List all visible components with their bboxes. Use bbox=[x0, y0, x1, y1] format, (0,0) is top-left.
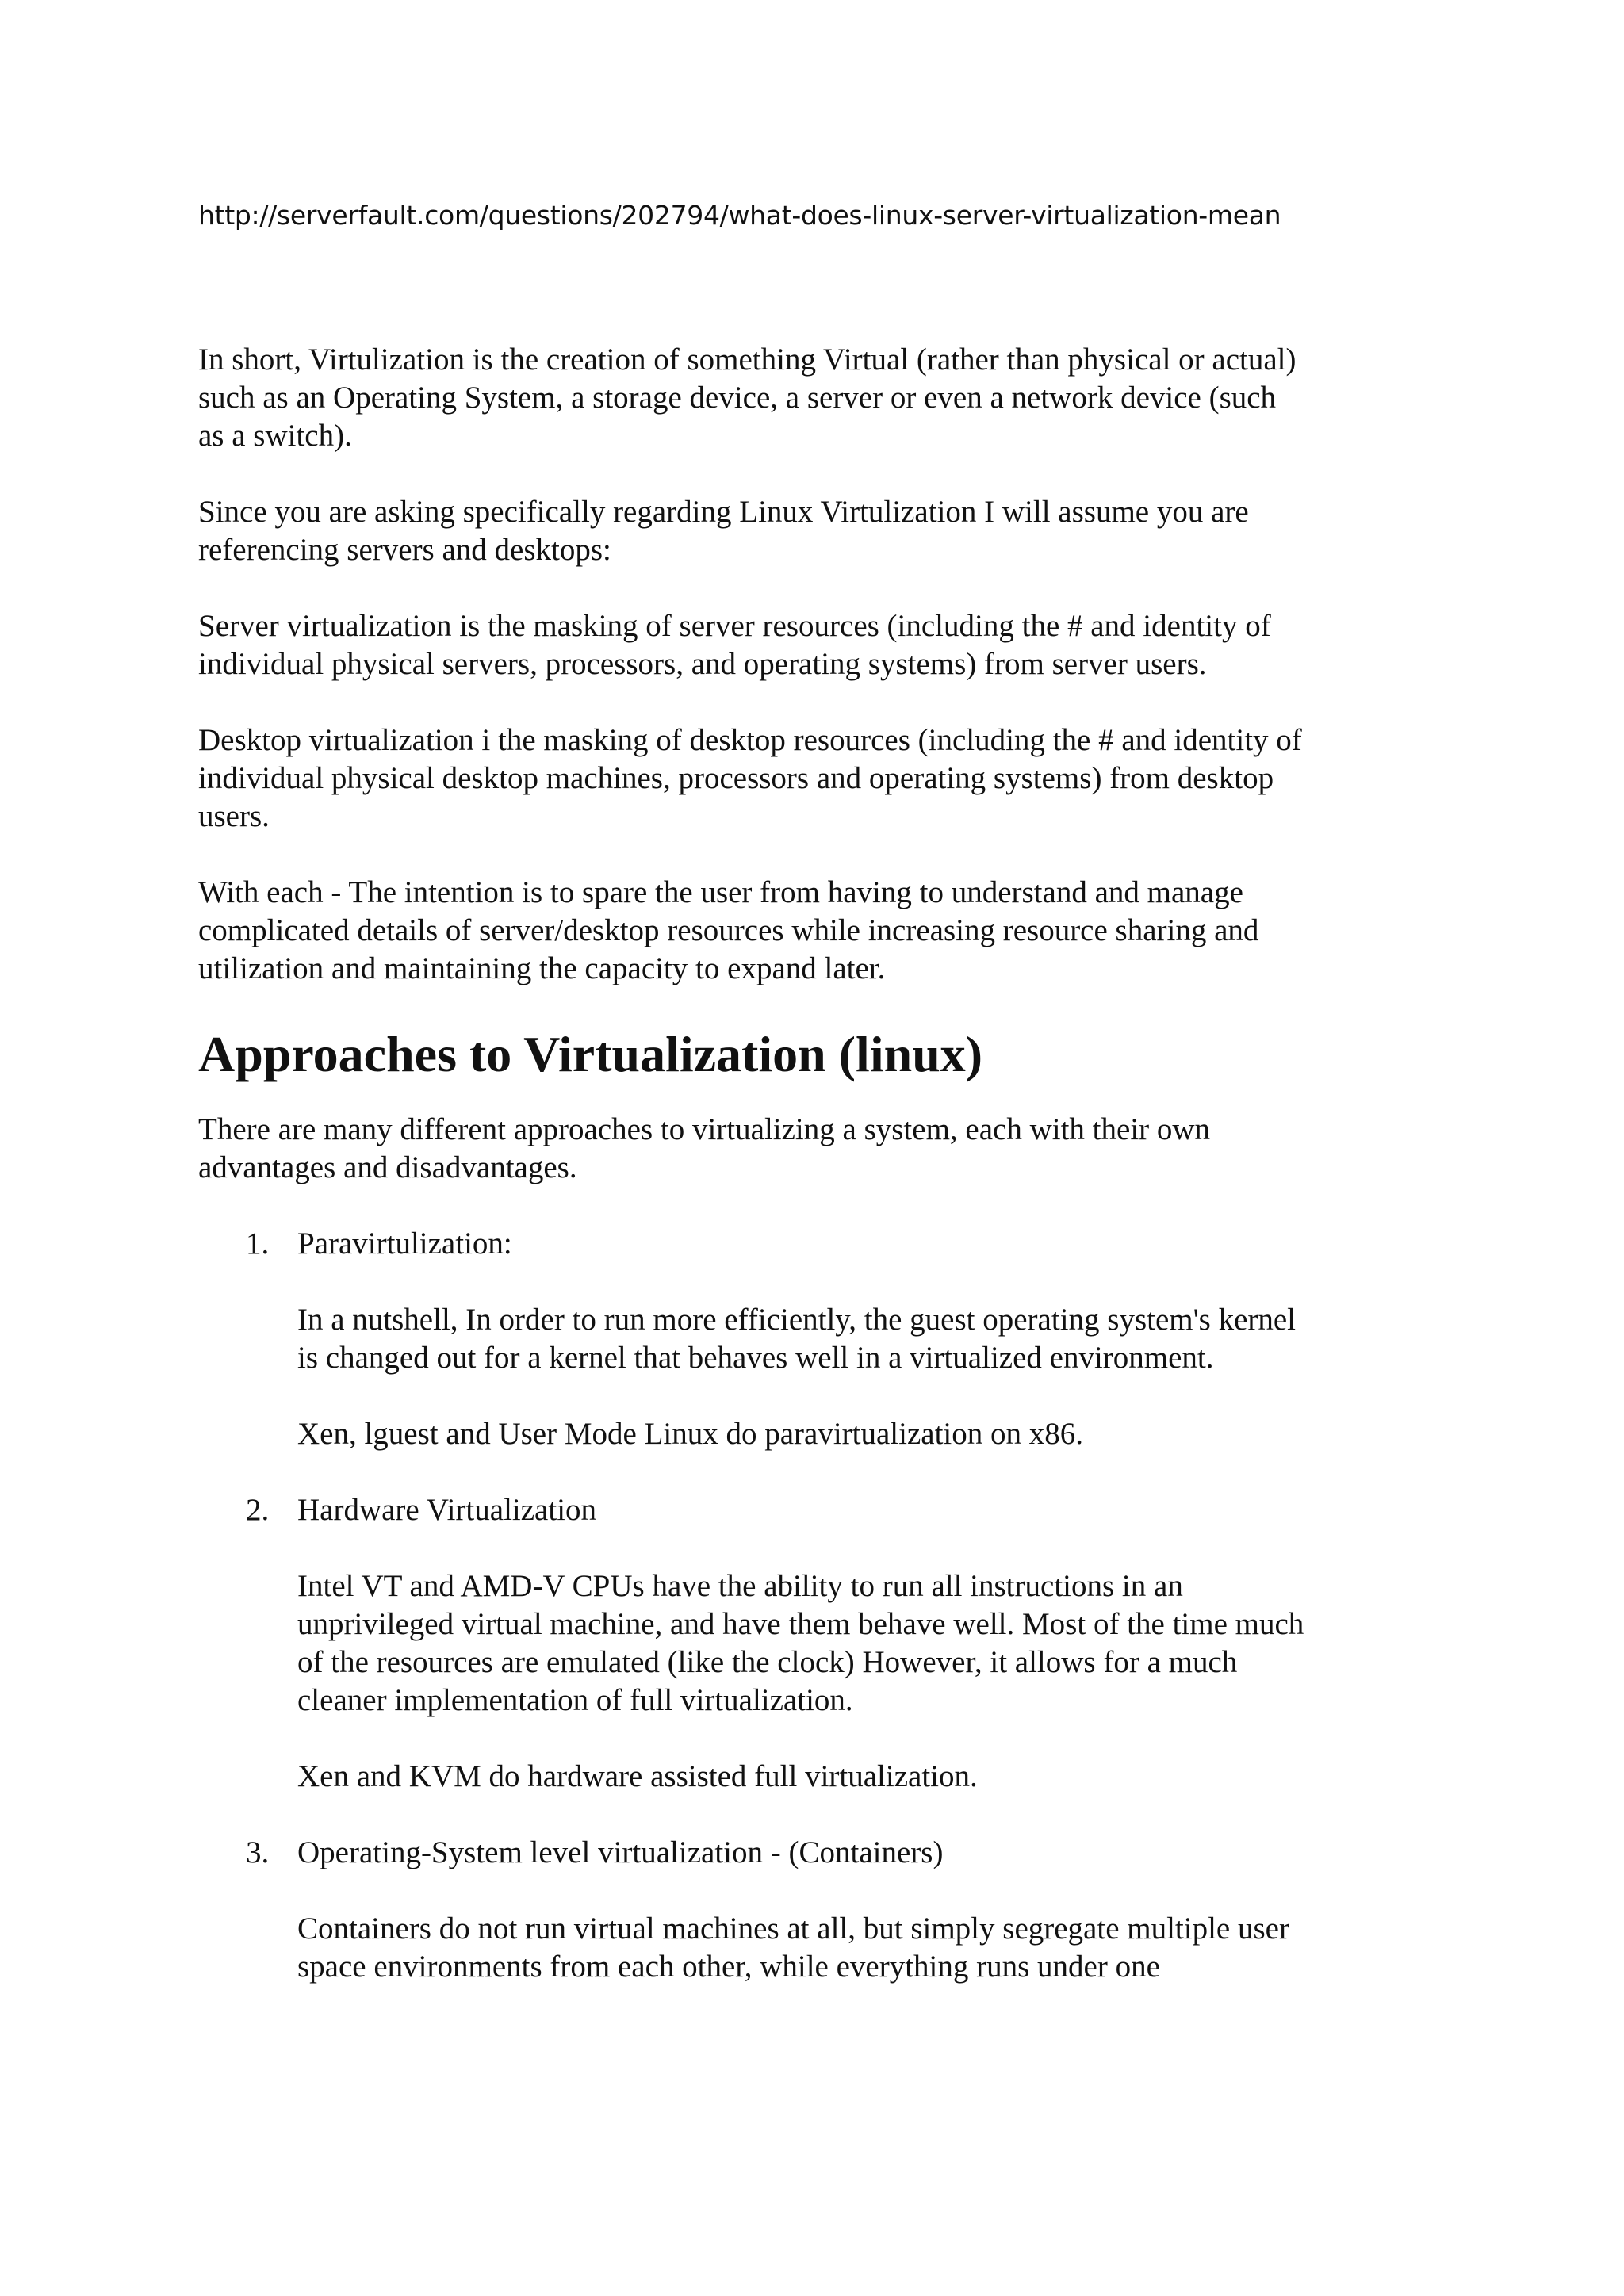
list-item-paragraph: Intel VT and AMD-V CPUs have the ability to run all instructions in an unprivileged virtual machine, and have them behave well. Most of the time much of the resources are emulated (like the clock) However, it allows for a much cleaner implementation of full virtualization. bbox=[297, 1569, 1304, 1717]
list-item-containers bbox=[198, 1834, 1308, 1986]
approaches-list bbox=[198, 1225, 1308, 1986]
list-item-title: Paravirtulization: bbox=[297, 1226, 512, 1261]
intro-paragraph-2: Since you are asking specifically regarding Linux Virtulization I will assume you are referencing servers and desktops: bbox=[198, 495, 1249, 567]
list-item-title: Operating-System level virtualization - (Containers) bbox=[297, 1835, 944, 1869]
list-item-paragraph: Xen, lguest and User Mode Linux do paravirtualization on x86. bbox=[297, 1417, 1084, 1451]
list-item-paragraph: Xen and KVM do hardware assisted full virtualization. bbox=[297, 1759, 978, 1793]
intro-paragraph-4: Desktop virtualization i the masking of desktop resources (including the # and identity of individual physical desktop machines, processors and operating systems) from desktop users. bbox=[198, 723, 1302, 833]
list-number: 3. bbox=[246, 1835, 270, 1869]
intro-paragraph-1: In short, Virtulization is the creation of something Virtual (rather than physical or actual) such as an Operating System, a storage device, a server or even a network device (such as a switch). bbox=[198, 342, 1297, 453]
intro-paragraph-5: With each - The intention is to spare the user from having to understand and manage complicated details of server/desktop resources while increasing resource sharing and utilization and maintaining the capacity to expand later. bbox=[198, 875, 1259, 985]
list-number: 1. bbox=[246, 1226, 270, 1261]
list-number: 2. bbox=[246, 1493, 270, 1527]
list-item-paragraph: Containers do not run virtual machines at all, but simply segregate multiple user space environments from each other, while everything runs under one bbox=[297, 1911, 1289, 1984]
section-heading: Approaches to Virtualization (linux) bbox=[198, 1026, 983, 1082]
section-intro: There are many different approaches to virtualizing a system, each with their own advantages and disadvantages. bbox=[198, 1112, 1211, 1184]
document-body bbox=[198, 341, 1308, 2024]
list-item-paragraph: In a nutshell, In order to run more efficiently, the guest operating system's kernel is changed out for a kernel that behaves well in a virtualized environment. bbox=[297, 1303, 1297, 1375]
list-item-hardware-virtualization bbox=[198, 1491, 1308, 1796]
source-url: http://serverfault.com/questions/202794/what-does-linux-server-virtualization-mean bbox=[198, 200, 1281, 231]
intro-paragraph-3: Server virtualization is the masking of server resources (including the # and identity of individual physical servers, processors, and operating systems) from server users. bbox=[198, 609, 1271, 681]
document-page bbox=[198, 0, 1324, 2296]
list-item-title: Hardware Virtualization bbox=[297, 1493, 597, 1527]
list-item-paravirtualization bbox=[198, 1225, 1308, 1453]
